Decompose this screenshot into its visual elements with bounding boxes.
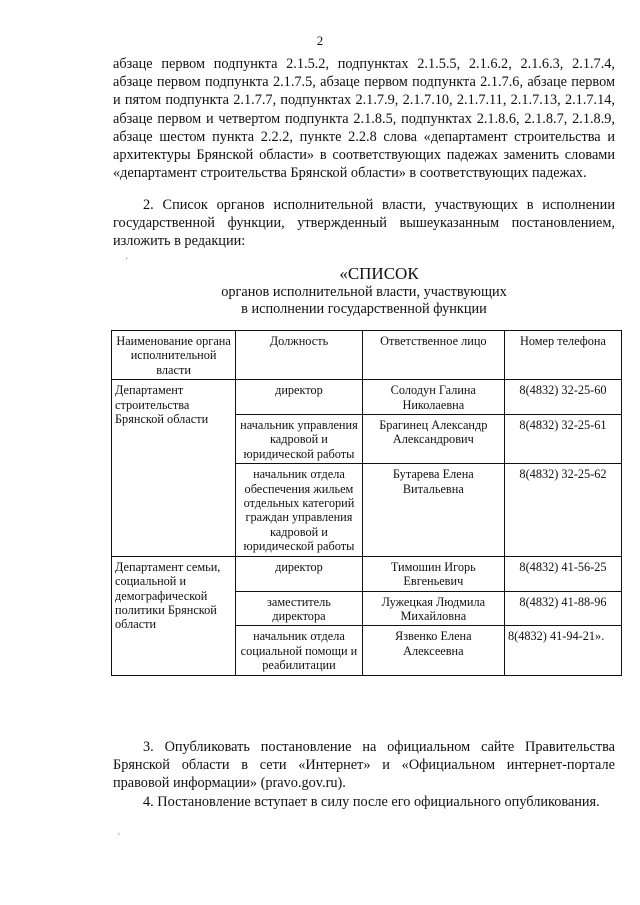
person-cell: Солодун Галина Николаевна [362,380,504,415]
position-cell: начальник отдела обеспечения жильем отдельных категорий граждан управления кадровой и юридической работы [236,464,363,556]
phone-cell: 8(4832) 41-94-21». [504,626,621,675]
scan-speck: · [125,254,129,265]
position-cell: начальник отдела социальной помощи и реабилитации [236,626,363,675]
officials-table [111,330,622,676]
table-header-row [112,331,622,380]
list-heading-line-1: органов исполнительной власти, участвующих [221,284,507,300]
phone-cell: 8(4832) 32-25-61 [504,415,621,464]
person-cell: Язвенко Елена Алексеевна [362,626,504,675]
paragraph-3: 3. Опубликовать постановление на официальном сайте Правительства Брянской области в сети «Интернет» и «Официальном интернет-портале правовой информации» (pravo.gov.ru). [113,739,615,792]
person-cell: Брагинец Александр Александрович [362,415,504,464]
list-heading-title: «СПИСОК [339,264,419,283]
position-cell: начальник управления кадровой и юридической работы [236,415,363,464]
paragraph-2: 2. Список органов исполнительной власти, участвующих в исполнении государственной функции, утвержденный вышеуказанным постановлением, изложить в редакции: [113,197,615,250]
phone-cell: 8(4832) 32-25-62 [504,464,621,556]
org-cell: Департамент семьи, социальной и демографической политики Брянской области [112,556,236,675]
position-cell: директор [236,380,363,415]
phone-cell: 8(4832) 41-56-25 [504,556,621,591]
position-cell: заместитель директора [236,591,363,626]
page-number: 2 [316,33,324,48]
paragraph-4: 4. Постановление вступает в силу после его официального опубликования. [143,794,600,810]
list-heading-line-2: в исполнении государственной функции [241,301,487,317]
person-cell: Бутарева Елена Витальевна [362,464,504,556]
list-heading [113,264,615,318]
header-position: Должность [236,331,363,380]
paragraph-1: абзаце первом подпункта 2.1.5.2, подпунктах 2.1.5.5, 2.1.6.2, 2.1.6.3, 2.1.7.4, абзаце первом подпункта 2.1.7.5, абзаце первом подпункта 2.1.7.6, абзаце первом и пятом подпункта 2.1.7.7, подпунктах 2.1.7.9, 2.1.7.10, 2.1.7.11, 2.1.7.13, 2.1.7.14, абзаце первом и четвертом подпункта 2.1.8.5, подпунктах 2.1.8.6, 2.1.8.7, 2.1.8.9, абзаце шестом пункта 2.2.2, пункте 2.2.8 слова «департамент строительства и архитектуры Брянской области» в соответствующих падежах заменить словами «департамент строительства Брянской области» в соответствующих падежах. [113,56,615,182]
person-cell: Тимошин Игорь Евгеньевич [362,556,504,591]
scan-speck: ' [118,832,120,843]
table-row [112,380,622,415]
phone-cell: 8(4832) 41-88-96 [504,591,621,626]
phone-cell: 8(4832) 32-25-60 [504,380,621,415]
org-cell: Департамент строительства Брянской области [112,380,236,556]
person-cell: Лужецкая Людмила Михайловна [362,591,504,626]
header-org: Наименование органа исполнительной власти [112,331,236,380]
position-cell: директор [236,556,363,591]
header-person: Ответственное лицо [362,331,504,380]
table-row [112,556,622,591]
header-phone: Номер телефона [504,331,621,380]
